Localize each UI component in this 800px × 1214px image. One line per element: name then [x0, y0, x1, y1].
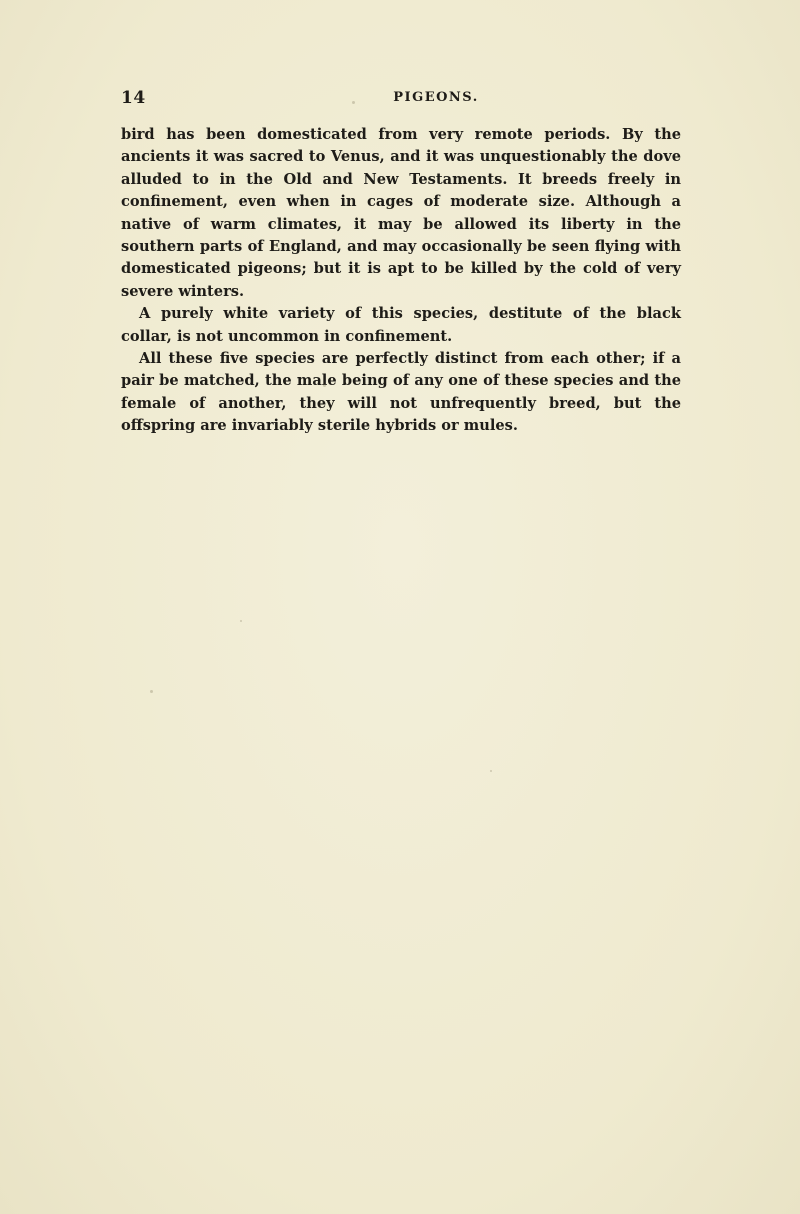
paper-speck — [150, 690, 153, 693]
paper-speck — [323, 384, 326, 387]
running-head — [121, 88, 681, 112]
paper-speck — [490, 770, 492, 772]
page-number: 14 — [121, 88, 146, 108]
paper-speck — [352, 101, 355, 104]
paragraph-1: bird has been domesticated from very remote periods. By the ancients it was sacred to Venus, and it was unquestionably the dove alluded to in the Old and New Testaments. It breeds freely in confinement, even when in cages of moderate size. Although a native of warm climates, it may be allowed its liberty in the southern parts of England, and may occasionally be seen flying with domesticated pigeons; but it is apt to be killed by the cold of very severe winters. — [121, 126, 681, 300]
paragraph-2: A purely white variety of this species, destitute of the black collar, is not uncommon in confinement. — [121, 305, 681, 345]
paragraph-3: All these five species are perfectly distinct from each other; if a pair be matched, the male being of any one of these species and the female of another, they will not unfrequently breed, but the offspring are invariably sterile hybrids or mules. — [121, 350, 681, 435]
body-text — [121, 124, 681, 438]
paper-speck — [240, 620, 242, 622]
running-title: PIGEONS. — [393, 90, 479, 105]
